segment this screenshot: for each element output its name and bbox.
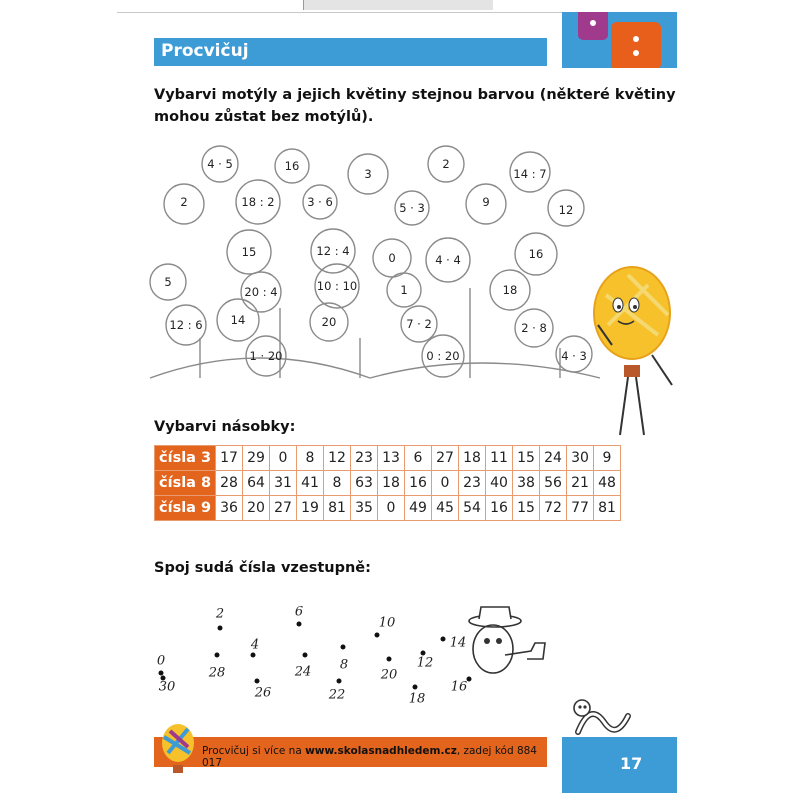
dot-number: 14 [449, 635, 467, 651]
flower-label: 5 · 3 [399, 201, 425, 215]
section-title: Procvičuj [161, 41, 249, 61]
dot-point[interactable] [341, 645, 346, 650]
flower-label: 12 [558, 203, 574, 217]
table-cell[interactable]: 0 [270, 446, 297, 471]
worm-mascot-icon [570, 692, 640, 742]
dot-point[interactable] [215, 653, 220, 658]
row-header: čísla 8 [155, 471, 216, 496]
dot-point[interactable] [297, 622, 302, 627]
footer-suffix: , zadej kód 884 017 [202, 745, 537, 769]
table-cell[interactable]: 11 [486, 446, 513, 471]
table-cell[interactable]: 27 [432, 446, 459, 471]
dot-point[interactable] [337, 679, 342, 684]
table-cell[interactable]: 29 [243, 446, 270, 471]
flower-label: 10 : 10 [316, 279, 358, 293]
section-header [154, 38, 547, 66]
flower-label: 15 [241, 245, 257, 259]
row-header: čísla 3 [155, 446, 216, 471]
table-cell[interactable]: 24 [540, 446, 567, 471]
flower-label: 18 [502, 283, 518, 297]
table-cell[interactable]: 81 [594, 496, 621, 521]
table-cell[interactable]: 30 [567, 446, 594, 471]
flower-label: 14 [230, 313, 246, 327]
table-cell[interactable]: 8 [297, 446, 324, 471]
table-cell[interactable]: 27 [270, 496, 297, 521]
table-row [155, 446, 621, 471]
table-cell[interactable]: 0 [378, 496, 405, 521]
orange-die-icon [611, 22, 661, 68]
table-cell[interactable]: 6 [405, 446, 432, 471]
footer-prefix: Procvičuj si více na [202, 745, 306, 757]
purple-die-icon [578, 12, 608, 40]
flower-label: 7 · 2 [406, 317, 432, 331]
dot-point[interactable] [413, 685, 418, 690]
footer-text [202, 745, 547, 769]
page-number-box [562, 737, 677, 793]
flowers-butterflies-illustration [140, 138, 610, 388]
task-2-title: Vybarvi násobky: [154, 419, 296, 435]
table-row [155, 471, 621, 496]
flower-label: 16 [284, 159, 300, 173]
flower-label: 12 : 4 [316, 244, 350, 258]
dot-number: 2 [215, 606, 225, 622]
flower-label: 20 : 4 [244, 285, 278, 299]
man-with-pipe-icon [465, 605, 565, 685]
flower-label: 16 [528, 247, 544, 261]
dot-point[interactable] [251, 653, 256, 658]
flower-label: 1 · 20 [249, 349, 283, 363]
flower-label: 3 [364, 167, 372, 181]
table-cell[interactable]: 63 [351, 471, 378, 496]
table-cell[interactable]: 17 [216, 446, 243, 471]
table-cell[interactable]: 16 [405, 471, 432, 496]
mini-balloon-icon [160, 723, 196, 779]
table-cell[interactable]: 36 [216, 496, 243, 521]
dot-number: 22 [328, 687, 346, 703]
table-cell[interactable]: 49 [405, 496, 432, 521]
dot-number: 18 [408, 691, 426, 707]
multiples-table [154, 445, 621, 521]
flower-label: 2 · 8 [521, 321, 547, 335]
table-cell[interactable]: 28 [216, 471, 243, 496]
dot-number: 20 [380, 667, 398, 683]
footer-link[interactable]: www.skolasnadhledem.cz [305, 745, 457, 757]
table-cell[interactable]: 0 [432, 471, 459, 496]
table-row [155, 496, 621, 521]
table-cell[interactable]: 77 [567, 496, 594, 521]
dot-number: 6 [294, 604, 304, 620]
flower-label: 12 : 6 [169, 318, 203, 332]
table-cell[interactable]: 48 [594, 471, 621, 496]
flower-label: 14 : 7 [513, 167, 547, 181]
table-cell[interactable]: 45 [432, 496, 459, 521]
dot-point[interactable] [387, 657, 392, 662]
table-cell[interactable]: 8 [324, 471, 351, 496]
table-cell[interactable]: 72 [540, 496, 567, 521]
dot-point[interactable] [375, 633, 380, 638]
flower-label: 4 · 3 [561, 349, 587, 363]
flower-label: 18 : 2 [241, 195, 275, 209]
task-1-line-2: mohou zůstat bez motýlů). [154, 109, 374, 125]
dot-number: 8 [339, 657, 349, 673]
task-1-line-1: Vybarvi motýly a jejich květiny stejnou barvou (některé květiny [154, 87, 676, 103]
dot-point[interactable] [255, 679, 260, 684]
dot-number: 0 [156, 653, 166, 669]
dot-number: 28 [208, 665, 226, 681]
table-cell[interactable]: 15 [513, 446, 540, 471]
dot-number: 12 [416, 655, 434, 671]
dot-number: 30 [158, 679, 176, 695]
page-number: 17 [620, 754, 643, 773]
dot-number: 26 [254, 685, 272, 701]
dot-number: 16 [450, 679, 468, 695]
footer-bar [154, 737, 547, 767]
flower-label: 0 [388, 251, 396, 265]
table-cell[interactable]: 9 [594, 446, 621, 471]
flower-label: 0 : 20 [426, 349, 460, 363]
table-cell[interactable]: 56 [540, 471, 567, 496]
table-cell[interactable]: 41 [297, 471, 324, 496]
table-cell[interactable]: 23 [351, 446, 378, 471]
dot-number: 10 [378, 615, 396, 631]
table-cell[interactable]: 54 [459, 496, 486, 521]
table-cell[interactable]: 19 [297, 496, 324, 521]
row-header: čísla 9 [155, 496, 216, 521]
flower-label: 2 [442, 157, 450, 171]
table-cell[interactable]: 13 [378, 446, 405, 471]
table-cell[interactable]: 23 [459, 471, 486, 496]
table-cell[interactable]: 16 [486, 496, 513, 521]
table-cell[interactable]: 15 [513, 496, 540, 521]
table-cell[interactable]: 20 [243, 496, 270, 521]
dot-number: 4 [250, 637, 260, 653]
flower-label: 4 · 4 [435, 253, 461, 267]
dot-point[interactable] [441, 637, 446, 642]
flower-label: 3 · 6 [307, 195, 333, 209]
flower-label: 20 [321, 315, 337, 329]
table-cell[interactable]: 64 [243, 471, 270, 496]
table-cell[interactable]: 21 [567, 471, 594, 496]
flower-label: 5 [164, 275, 172, 289]
dice-decoration [562, 12, 677, 68]
balloon-mascot-icon [588, 265, 678, 445]
table-cell[interactable]: 12 [324, 446, 351, 471]
flower-label: 9 [482, 195, 490, 209]
dot-point[interactable] [218, 626, 223, 631]
top-toolbar-tab [303, 0, 493, 10]
task-1-instructions [154, 84, 676, 128]
table-cell[interactable]: 40 [486, 471, 513, 496]
flower-label: 1 [400, 283, 408, 297]
flower-label: 2 [180, 195, 188, 209]
table-cell[interactable]: 81 [324, 496, 351, 521]
table-cell[interactable]: 38 [513, 471, 540, 496]
connect-the-dots [125, 583, 565, 713]
task-3-title: Spoj sudá čísla vzestupně: [154, 560, 371, 576]
table-cell[interactable]: 18 [378, 471, 405, 496]
table-cell[interactable]: 31 [270, 471, 297, 496]
flower-label: 4 · 5 [207, 157, 233, 171]
table-cell[interactable]: 18 [459, 446, 486, 471]
dot-number: 24 [294, 664, 312, 680]
table-cell[interactable]: 35 [351, 496, 378, 521]
dot-point[interactable] [303, 653, 308, 658]
